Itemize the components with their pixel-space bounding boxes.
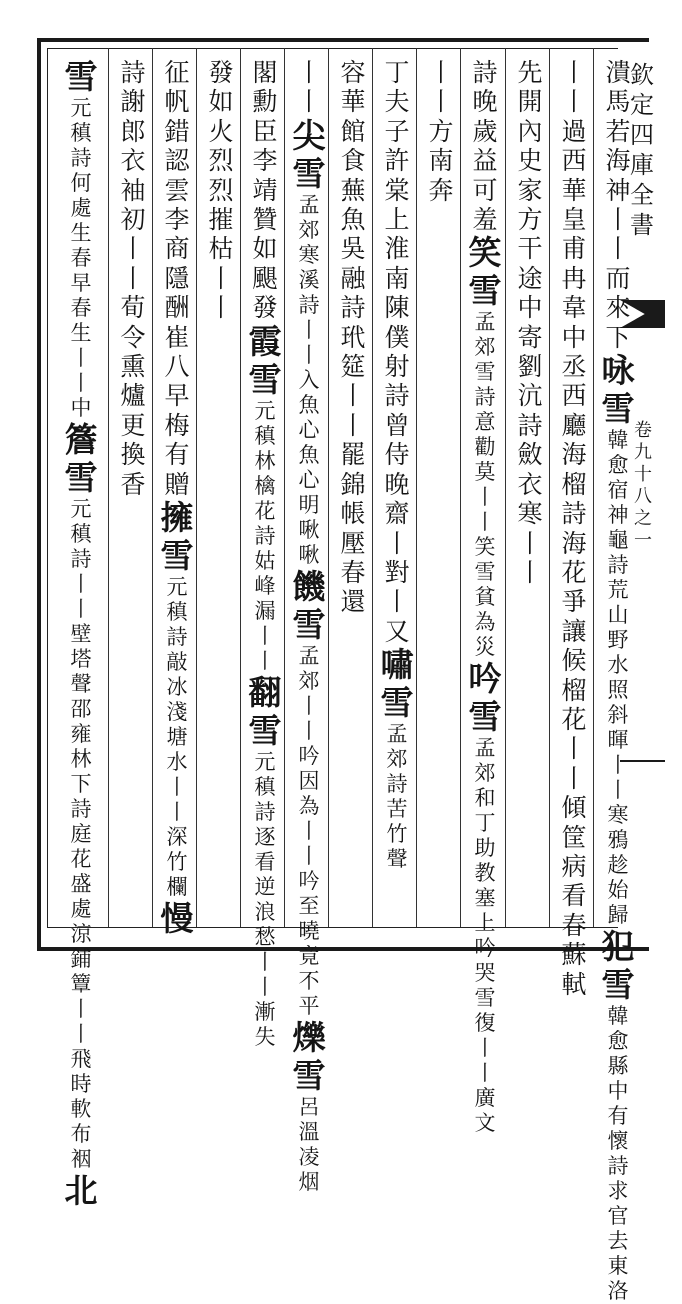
column-rule [372,48,373,927]
text-column-13: 雪 元 稹 詩 何 處 生 春 早 春 生 丨 丨 中 簷 雪 元 稹 詩 丨 丨 壁 塔 聲 邵 雍 林 下 詩 庭 花 盛 處 涼 鋪 簟 丨 丨 飛 時 軟 布 裀 北 [64,57,98,1210]
book-title: 欽 定 四 庫 全 書 [630,61,654,239]
column-rule [284,48,285,927]
column-rule [196,48,197,927]
text-column-11: 征 帆 錯 認 雲 李 商 隱 酬 崔 八 早 梅 有 贈 擁 雪 元 稹 詩 敲 冰 淺 塘 水 丨 丨 深 竹 欄 慢 [160,58,194,939]
column-rule [108,48,109,927]
text-column-2: 丨 丨 過 西 華 皇 甫 冉 韋 中 丞 西 廳 海 榴 詩 海 花 爭 讓 候 榴 花 丨 丨 傾 筐 病 看 春 蘇 軾 [561,58,587,999]
column-rule [549,48,550,927]
text-column-5: 丨 丨 方 南 奔 [428,58,454,205]
volume-label: 卷 九 十 八 之 一 [634,420,652,551]
text-column-4: 詩 晚 歲 益 可 羞 笑 雪 孟 郊 雪 詩 意 勸 莫 丨 丨 笑 雪 貧 為 災 吟 雪 孟 郊 和 丁 助 教 塞 上 吟 哭 雪 復 丨 丨 廣 文 [468,58,502,1136]
text-column-8: 丨 丨 尖 雪 孟 郊 寒 溪 詩 丨 丨 入 魚 心 魚 心 明 啾 啾 饑 雪 孟 郊 丨 丨 吟 因 為 丨 丨 吟 至 曉 竟 不 平 爍 雪 呂 溫 凌 烟 [292,58,326,1194]
column-rule [416,48,417,927]
column-rule [152,48,153,927]
text-column-1: 潰 馬 若 海 神 丨 丨 而 來 下 咏 雪 韓 愈 宿 神 龜 詩 荒 山 野 水 照 斜 暉 丨 丨 寒 鴉 趁 始 歸 犯 雪 韓 愈 縣 中 有 懷 詩 求 官 去 東 洛 [601,58,635,1304]
text-column-10: 發 如 火 烈 烈 摧 枯 丨 丨 [208,58,234,323]
column-rule [240,48,241,927]
text-column-3: 先 開 內 史 家 方 干 途 中 寄 劉 沆 詩 斂 衣 寒 丨 丨 [517,58,543,587]
column-rule [505,48,506,927]
column-rule [460,48,461,927]
column-rule [593,48,594,927]
column-rule [328,48,329,927]
text-column-7: 容 華 館 食 蕪 魚 吳 融 詩 玳 筵 丨 丨 罷 錦 帳 壓 春 還 [340,58,366,617]
text-column-12: 詩 謝 郎 衣 袖 初 丨 丨 荀 令 熏 爐 更 換 香 [120,58,146,499]
text-column-9: 閣 勳 臣 李 靖 贊 如 颶 發 霞 雪 元 稹 林 檎 花 詩 姑 峰 漏 丨 丨 翻 雪 元 稹 詩 逐 看 逆 浪 愁 丨 丨 漸 失 [248,58,282,1049]
text-column-6: 丁 夫 子 許 棠 上 淮 南 陳 僕 射 詩 曾 侍 晚 齋 丨 對 丨 又 嘯 雪 孟 郊 詩 苦 竹 聲 [380,58,414,872]
